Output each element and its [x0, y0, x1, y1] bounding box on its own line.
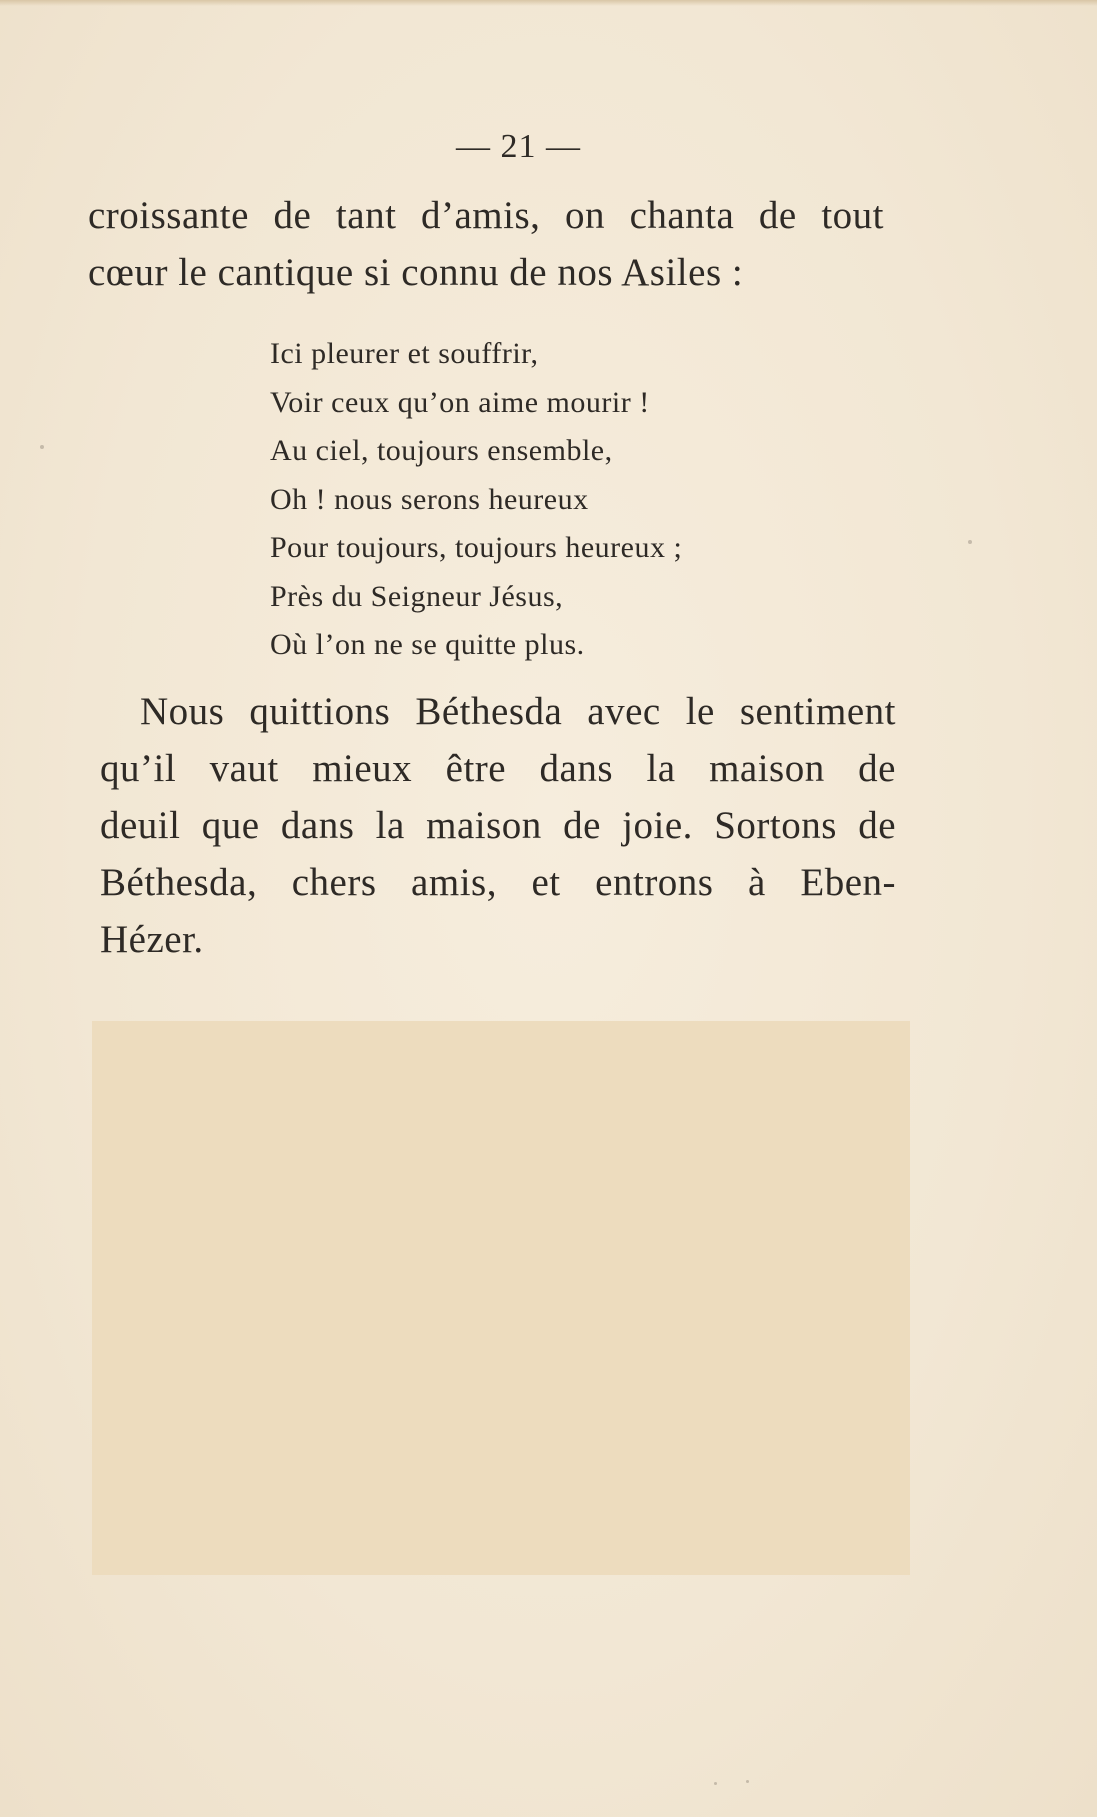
paragraph-2-line: Hézer. — [100, 918, 204, 961]
verse-line: Ici pleurer et souffrir, — [270, 337, 539, 370]
verse-line: Voir ceux qu’on aime mourir ! — [270, 385, 650, 419]
hymn-verse — [270, 330, 682, 670]
paragraph-2-line: deuil que dans la maison de joie. Sortons de — [100, 804, 896, 847]
paper-speck — [968, 540, 972, 544]
paragraph-2-line: Nous quittions Béthesda avec le sentiment — [140, 690, 896, 733]
verse-line: Pour toujours, toujours heureux ; — [270, 531, 683, 564]
paragraph-2-line: qu’il vaut mieux être dans la maison de — [100, 747, 896, 790]
verse-line: Près du Seigneur Jésus, — [270, 579, 564, 613]
paper-speck — [40, 445, 44, 449]
paper-speck — [746, 1780, 749, 1783]
verse-line: Où l’on ne se quitte plus. — [270, 628, 585, 661]
paragraph-2 — [100, 683, 896, 968]
verse-line: Au ciel, toujours ensemble, — [270, 434, 613, 467]
page-top-edge — [0, 0, 1097, 6]
paragraph-1-line: cœur le cantique si connu de nos Asiles : — [88, 251, 744, 294]
paragraph-2-line: Béthesda, chers amis, et entrons à Eben- — [100, 861, 896, 904]
blank-image-area — [92, 1021, 910, 1575]
paragraph-1-line: croissante de tant d’amis, on chanta de tout — [88, 194, 884, 237]
verse-line: Oh ! nous serons heureux — [270, 482, 589, 516]
page-number: — 21 — — [456, 128, 581, 165]
paper-speck — [714, 1782, 717, 1785]
paragraph-1 — [88, 187, 884, 301]
